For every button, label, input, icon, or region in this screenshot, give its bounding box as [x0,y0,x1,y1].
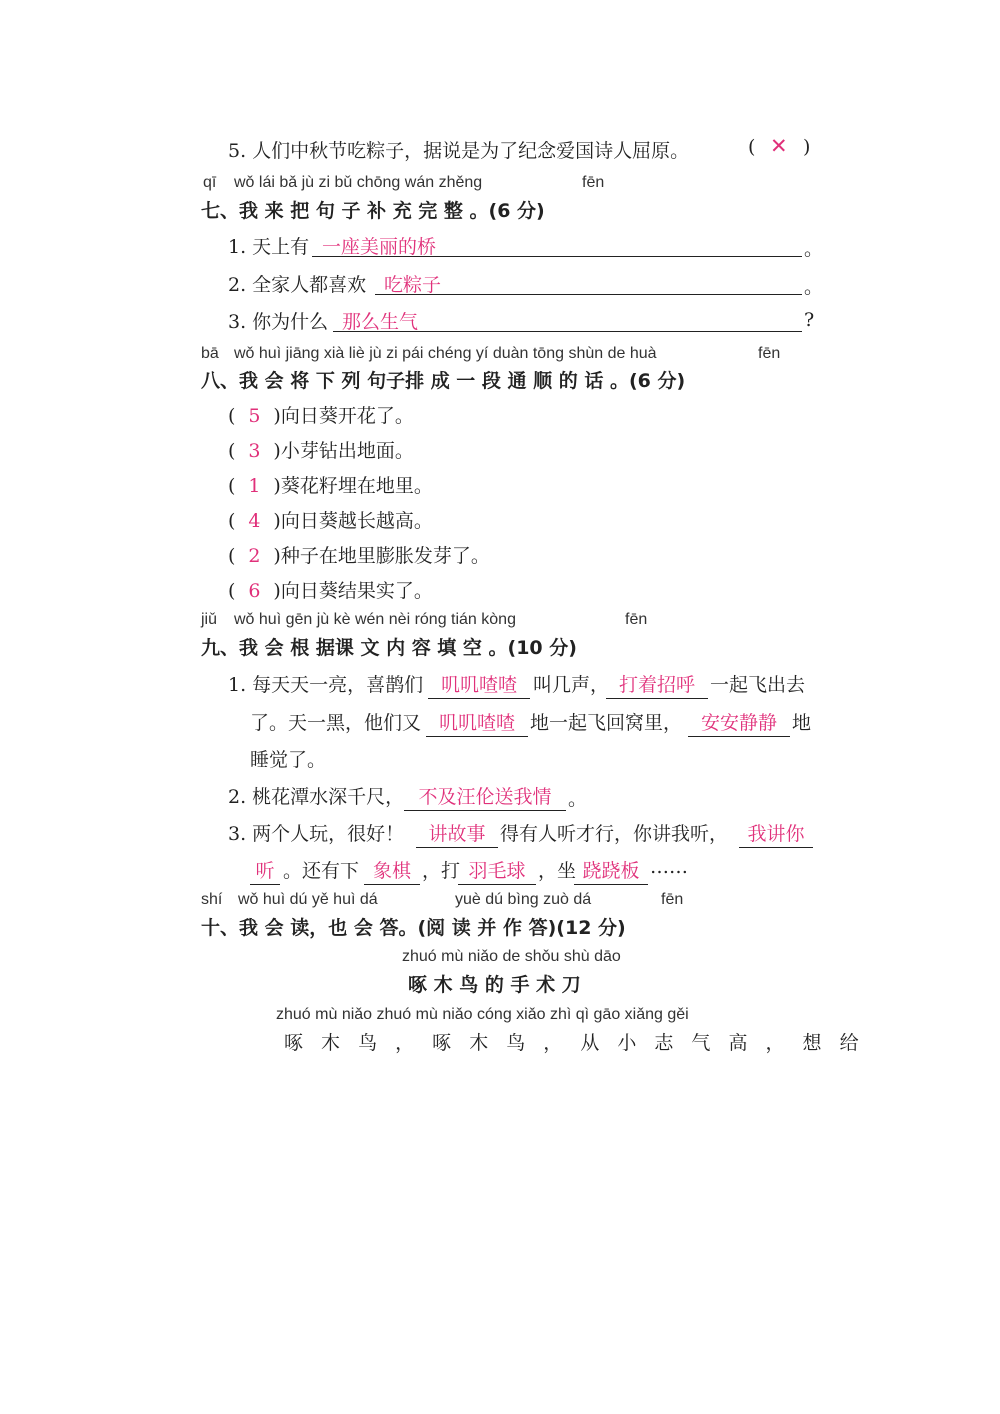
sec7-title: 七、我 来 把 句 子 补 充 完 整 。(6 分) [201,200,545,222]
sec7-item1-end: 。 [804,238,824,260]
story-line1: 啄 木 鸟 ， 啄 木 鸟 ， 从 小 志 气 高 ， 想 给 [284,1032,865,1054]
sec9-q1-text7: 睡觉了。 [250,749,327,771]
sec9-q3-text6: …… [650,856,688,878]
order-text: )向日葵越长越高。 [273,510,433,532]
q5-open-paren: ( [748,136,756,158]
sec8-item [228,471,433,498]
sec8-item [228,401,414,428]
sec9-q3-blank3: 象棋 [364,856,420,885]
q5-close-paren: ) [803,136,811,158]
sec9-q3-text3: 。还有下 [283,860,360,882]
open-paren: ( [228,580,236,602]
sec7-item3-end: ? [804,309,815,331]
story-title-pinyin: zhuó mù niǎo de shǒu shù dāo [402,948,621,965]
open-paren: ( [228,475,236,497]
order-text: )向日葵结果实了。 [273,580,433,602]
sec7-pinyin: wǒ lái bǎ jù zi bǔ chōng wán zhěng [234,174,483,191]
sec9-q3-text2: 得有人听才行，你讲我听， [500,823,729,845]
q5-answer-mark: ✕ [770,134,788,158]
sec8-item [228,436,414,463]
sec8-item [228,576,433,603]
sec8-pinyin: wǒ huì jiāng xià liè jù zi pái chéng yí duàn tōng shùn de huà [234,345,657,362]
sec7-item1-answer: 一座美丽的桥 [322,236,437,258]
sec7-item2-prefix: 2. 全家人都喜欢 [228,274,367,296]
sec9-pinyin: wǒ huì gēn jù kè wén nèi róng tián kòng [234,611,516,628]
sec9-q2-end: 。 [568,788,588,810]
sec10-pinyin: wǒ huì dú yě huì dá [238,891,378,908]
sec9-q1-blank2: 打着招呼 [606,670,708,699]
order-number: 3 [248,440,261,462]
order-number: 6 [248,580,261,602]
sec9-pinyin-fen: fēn [625,611,648,628]
sec9-q1-text: 1. 每天天一亮，喜鹊们 [228,674,424,696]
sec10-pinyin-fen: fēn [661,891,684,908]
sec9-q1-blank1: 叽叽喳喳 [428,670,530,699]
sec9-q3-text4: ，打 [422,860,461,882]
sec9-q3-text5: ，坐 [538,860,577,882]
sec7-pinyin-number: qī [203,174,217,191]
sec9-q1-text2: 叫几声， [533,674,610,696]
sec9-q3-blank2: 我讲你 [739,819,813,848]
sec9-q1-text5: 地一起飞回窝里， [530,712,683,734]
open-paren: ( [228,510,236,532]
sec7-item2-answer: 吃粽子 [384,274,442,296]
sec7-pinyin-fen: fēn [582,174,605,191]
sec7-item3-answer: 那么生气 [342,311,419,333]
sec10-pinyin-read: yuè dú bìng zuò dá [455,891,592,908]
order-text: )种子在地里膨胀发芽了。 [273,545,490,567]
sec7-item3-prefix: 3. 你为什么 [228,311,329,333]
order-number: 4 [248,510,261,532]
sec10-pinyin-number: shí [201,891,223,908]
q5-statement: 5. 人们中秋节吃粽子，据说是为了纪念爱国诗人屈原。 [228,140,690,162]
story-line1-pinyin: zhuó mù niǎo zhuó mù niǎo cóng xiǎo zhì qì gāo xiǎng gěi [276,1006,689,1023]
order-number: 1 [248,475,261,497]
sec9-title: 九、我 会 根 据课 文 内 容 填 空 。(10 分) [201,637,577,659]
order-number: 5 [248,405,261,427]
sec7-item1-prefix: 1. 天上有 [228,236,310,258]
sec7-item2-end: 。 [804,276,824,298]
sec9-q3-text: 3. 两个人玩，很好！ [228,823,405,845]
open-paren: ( [228,405,236,427]
order-text: )葵花籽埋在地里。 [273,475,433,497]
sec9-q3-blank2-cont: 听 [250,856,280,885]
sec8-item [228,541,490,568]
order-text: )向日葵开花了。 [273,405,414,427]
open-paren: ( [228,545,236,567]
story-title: 啄 木 鸟 的 手 术 刀 [408,974,581,996]
sec9-q3-blank1: 讲故事 [416,819,498,848]
sec8-pinyin-fen: fēn [758,345,781,362]
sec9-q2-text: 2. 桃花潭水深千尺， [228,786,405,808]
sec9-q1-text6: 地 [792,712,812,734]
sec9-q1-blank3: 叽叽喳喳 [426,708,528,737]
sec8-pinyin-number: bā [201,345,219,362]
sec9-q1-text3: 一起飞出去 [710,674,806,696]
sec9-q1-text4: 了。天一黑，他们又 [250,712,422,734]
open-paren: ( [228,440,236,462]
sec9-q1-blank4: 安安静静 [688,708,790,737]
sec9-q2-blank: 不及汪伦送我情 [404,782,566,811]
order-text: )小芽钻出地面。 [273,440,414,462]
order-number: 2 [248,545,261,567]
sec9-q3-blank5: 跷跷板 [574,856,648,885]
sec8-title: 八、我 会 将 下 列 句子排 成 一 段 通 顺 的 话 。(6 分) [201,370,686,392]
sec9-q3-blank4: 羽毛球 [458,856,536,885]
sec8-item [228,506,433,533]
sec9-pinyin-number: jiǔ [201,611,218,628]
sec10-title: 十、我 会 读，也 会 答。(阅 读 并 作 答)(12 分) [201,917,626,939]
